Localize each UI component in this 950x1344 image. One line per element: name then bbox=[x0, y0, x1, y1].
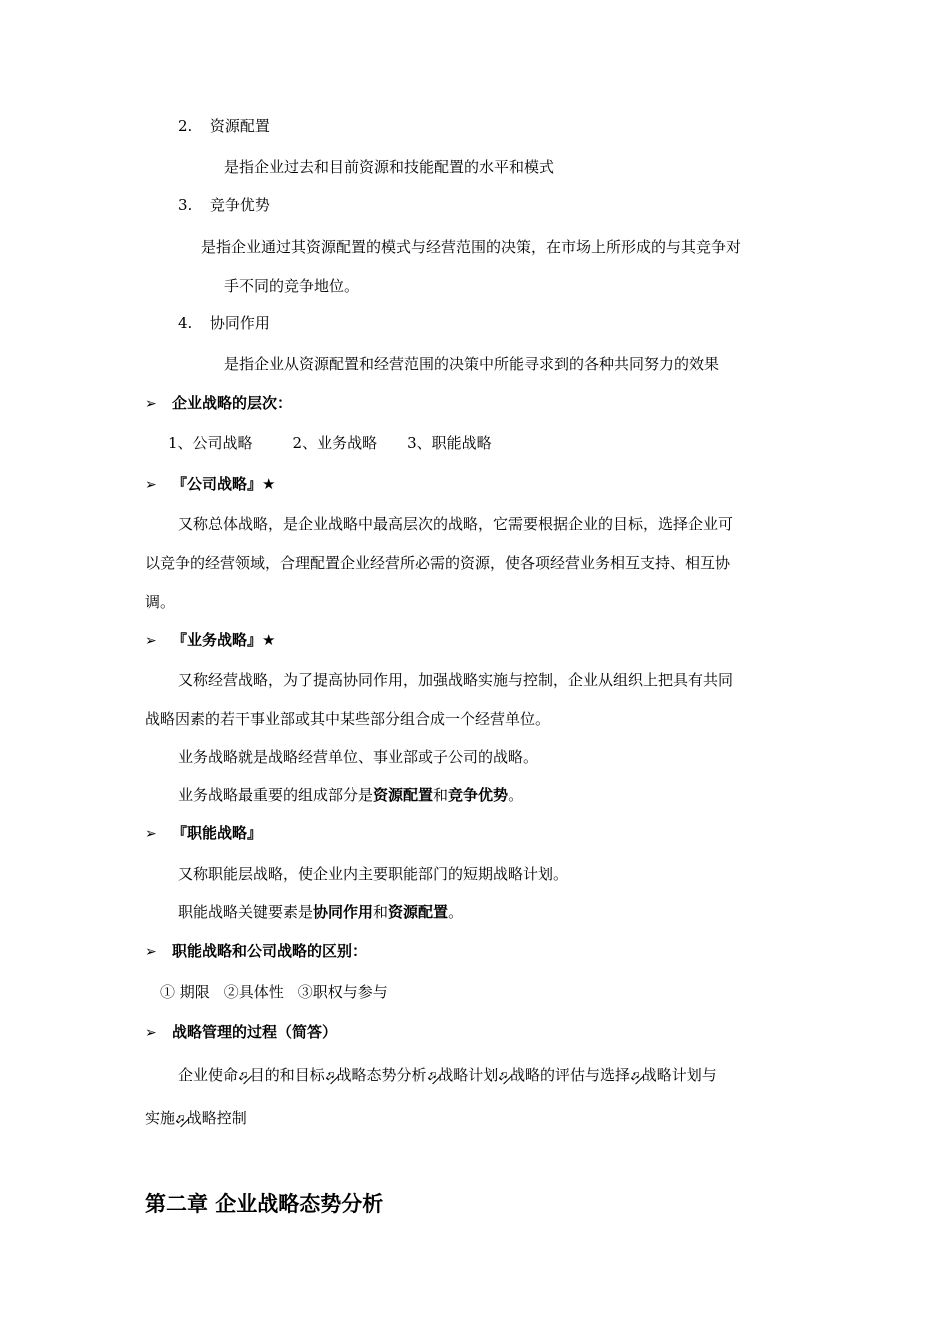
level-item: 2、业务战略 bbox=[292, 434, 378, 452]
paragraph-line: 又称职能层战略，使企业内主要职能部门的短期战略计划。 bbox=[178, 865, 569, 883]
arrow-right-icon: ➪ bbox=[422, 1066, 443, 1086]
process-step: 战略计划 bbox=[438, 1066, 499, 1084]
text-run: 。 bbox=[448, 903, 464, 921]
level-item: 1、公司战略 bbox=[168, 434, 253, 452]
paragraph-line: 业务战略就是战略经营单位、事业部或子公司的战略。 bbox=[178, 748, 539, 766]
item-number: 4. bbox=[178, 314, 193, 332]
text-run: 业务战略最重要的组成部分是 bbox=[178, 786, 374, 804]
bullet-arrow-icon: ➢ bbox=[145, 826, 157, 842]
arrow-right-icon: ➪ bbox=[171, 1109, 191, 1129]
paragraph-line bbox=[178, 785, 523, 805]
bullet-arrow-icon: ➢ bbox=[145, 396, 157, 412]
bold-term: 资源配置 bbox=[373, 786, 434, 804]
paragraph-line: 又称经营战略，为了提高协同作用，加强战略实施与控制，企业从组织上把具有共同 bbox=[178, 671, 734, 689]
paragraph-line bbox=[178, 902, 463, 922]
paragraph-line: 战略因素的若干事业部或其中某些部分组合成一个经营单位。 bbox=[145, 710, 551, 728]
paragraph-line: 又称总体战略，是企业战略中最高层次的战略，它需要根据企业的目标，选择企业可 bbox=[178, 515, 734, 533]
item-number: 2. bbox=[178, 117, 193, 135]
process-step: 企业使命 bbox=[178, 1066, 239, 1084]
bullet-arrow-icon: ➢ bbox=[145, 944, 157, 960]
text-run: 和 bbox=[373, 903, 389, 921]
arrow-right-icon: ➪ bbox=[234, 1066, 254, 1086]
bullet-arrow-icon: ➢ bbox=[145, 633, 157, 649]
process-step: 战略态势分析 bbox=[336, 1066, 427, 1084]
heading-text: 『业务战略』★ bbox=[172, 631, 276, 649]
paragraph-line: 以竞争的经营领域，合理配置企业经营所必需的资源，使各项经营业务相互支持、相互协 bbox=[145, 554, 731, 572]
section-heading-functional bbox=[145, 823, 262, 844]
process-flow-line-2 bbox=[145, 1108, 247, 1129]
difference-item: ③职权与参与 bbox=[297, 983, 388, 1001]
section-heading-business bbox=[145, 630, 275, 651]
text-run: 。 bbox=[508, 786, 524, 804]
item-title: 资源配置 bbox=[209, 117, 270, 135]
arrow-right-icon: ➪ bbox=[320, 1066, 341, 1086]
item-desc: 手不同的竞争地位。 bbox=[224, 277, 360, 295]
bold-term: 竞争优势 bbox=[448, 786, 509, 804]
text-run: 职能战略关键要素是 bbox=[178, 903, 314, 921]
chapter-title: 第二章 企业战略态势分析 bbox=[145, 1192, 384, 1216]
text-run: 和 bbox=[433, 786, 449, 804]
item-number: 3. bbox=[178, 196, 193, 214]
difference-item: ① 期限 bbox=[160, 983, 210, 1001]
process-step: 目的和目标 bbox=[249, 1066, 325, 1084]
item-title: 协同作用 bbox=[209, 314, 270, 332]
level-item: 3、职能战略 bbox=[407, 434, 492, 452]
paragraph-line: 调。 bbox=[145, 593, 176, 611]
arrow-right-icon: ➪ bbox=[494, 1066, 514, 1086]
heading-text: 『公司战略』★ bbox=[172, 475, 276, 493]
differences-list bbox=[160, 982, 388, 1002]
section-heading-levels bbox=[145, 393, 292, 414]
item-desc: 是指企业过去和目前资源和技能配置的水平和模式 bbox=[224, 158, 555, 176]
levels-list bbox=[168, 433, 492, 453]
process-step: 战略控制 bbox=[186, 1109, 247, 1127]
item-desc: 是指企业通过其资源配置的模式与经营范围的决策，在市场上所形成的与其竞争对 bbox=[201, 238, 742, 256]
bullet-arrow-icon: ➢ bbox=[145, 1025, 157, 1041]
bullet-arrow-icon: ➢ bbox=[145, 477, 157, 493]
item-title: 竞争优势 bbox=[209, 196, 270, 214]
item-resource-allocation bbox=[178, 116, 270, 136]
section-heading-process bbox=[145, 1022, 337, 1043]
difference-item: ②具体性 bbox=[223, 983, 284, 1001]
section-heading-company bbox=[145, 474, 275, 495]
heading-text: 职能战略和公司战略的区别： bbox=[172, 942, 368, 960]
process-step: 实施 bbox=[145, 1109, 176, 1127]
item-competitive-advantage bbox=[178, 195, 270, 215]
bold-term: 协同作用 bbox=[313, 903, 374, 921]
process-step: 战略计划与 bbox=[641, 1066, 717, 1084]
item-synergy bbox=[178, 313, 270, 333]
process-flow-line-1 bbox=[178, 1065, 717, 1086]
heading-text: 『职能战略』 bbox=[172, 824, 263, 842]
section-heading-differences bbox=[145, 941, 367, 962]
item-desc: 是指企业从资源配置和经营范围的决策中所能寻求到的各种共同努力的效果 bbox=[224, 355, 720, 373]
bold-term: 资源配置 bbox=[388, 903, 449, 921]
heading-text: 战略管理的过程（简答） bbox=[172, 1023, 338, 1041]
process-step: 战略的评估与选择 bbox=[510, 1066, 631, 1084]
arrow-right-icon: ➪ bbox=[626, 1066, 646, 1086]
heading-text: 企业战略的层次： bbox=[172, 394, 293, 412]
